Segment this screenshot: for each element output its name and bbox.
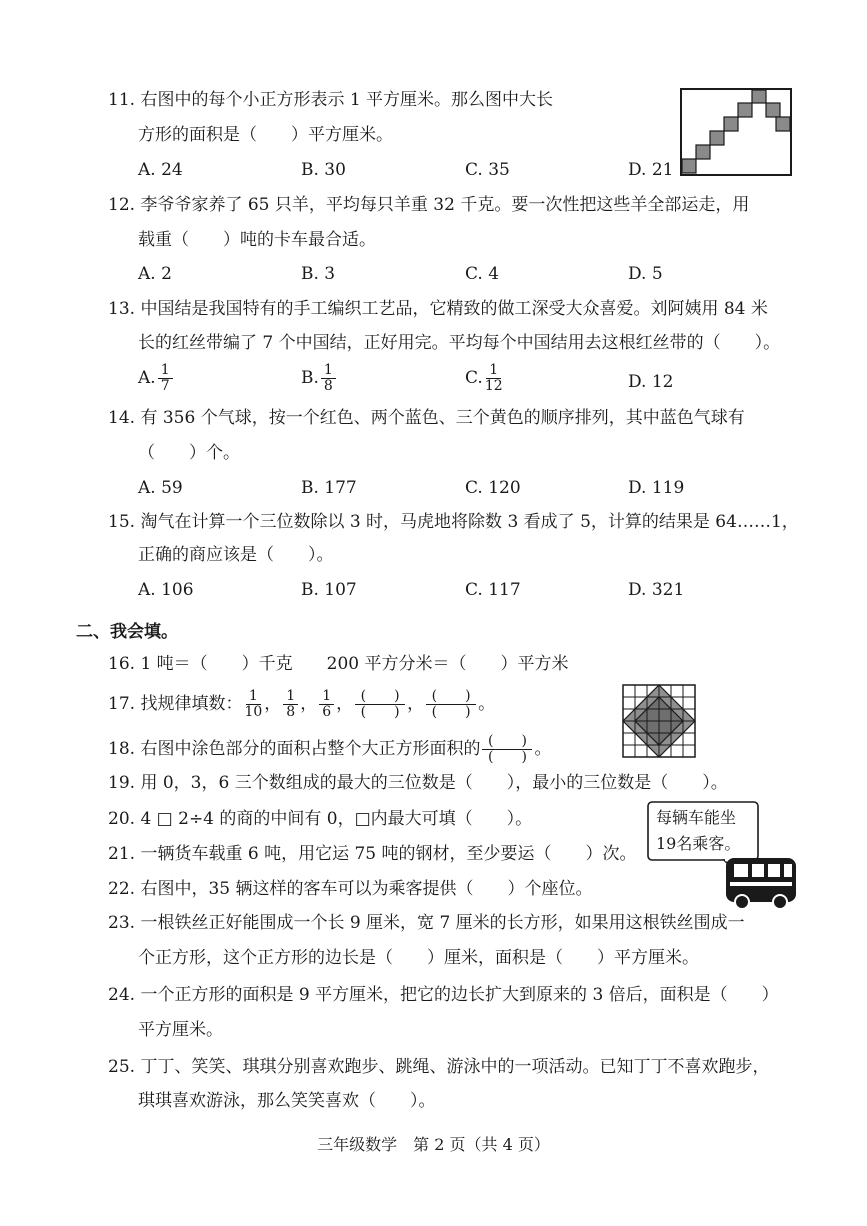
q12-option-a: A. 2 — [138, 264, 172, 284]
fraction-numerator: 1 — [158, 363, 173, 379]
fraction-numerator: ( ) — [482, 734, 532, 750]
fraction-denominator: 8 — [286, 704, 296, 720]
q14-line2: （ ）个。 — [138, 443, 240, 463]
q17-prefix: 17. 找规律填数： — [108, 694, 243, 714]
fraction-numerator: 1 — [321, 363, 336, 379]
q23-line1: 23. 一根铁丝正好能围成一个长 9 厘米，宽 7 厘米的长方形，如果用这根铁丝围成一 — [108, 913, 745, 933]
q19-text: 19. 用 0，3，6 三个数组成的最大的三位数是（ ），最小的三位数是（ ）。 — [108, 773, 728, 793]
q11-option-d: D. 21 — [628, 160, 674, 180]
q21-text: 21. 一辆货车载重 6 吨，用它运 75 吨的钢材，至少要运（ ）次。 — [108, 844, 637, 864]
fraction-numerator: 1 — [283, 689, 298, 705]
q11-option-c: C. 35 — [465, 160, 510, 180]
q18-end: 。 — [534, 739, 552, 759]
q13-option-c-label: C. — [465, 368, 483, 388]
q15-option-c: C. 117 — [465, 580, 521, 600]
q22-text: 22. 右图中，35 辆这样的客车可以为乘客提供（ ）个座位。 — [108, 879, 593, 899]
bus-bubble-line1: 每辆车能坐 — [656, 808, 737, 827]
q13-line2: 长的红丝带编了 7 个中国结，正好用完。平均每个中国结用去这根红丝带的（ ）。 — [138, 333, 781, 353]
q13-option-b-label: B. — [301, 368, 319, 388]
fraction-numerator: 1 — [246, 689, 261, 705]
fraction-denominator: 7 — [160, 378, 170, 394]
q17-blank-fraction-1[interactable] — [355, 689, 405, 720]
q17-fraction-1 — [244, 689, 262, 720]
q14-option-a: A. 59 — [138, 478, 183, 498]
q11-line1: 11. 右图中的每个小正方形表示 1 平方厘米。那么图中大长 — [108, 90, 554, 110]
q13-option-a — [138, 363, 175, 394]
q12-option-c: C. 4 — [465, 264, 500, 284]
q18-blank-fraction[interactable] — [482, 734, 532, 765]
q14-option-c: C. 120 — [465, 478, 521, 498]
fraction-denominator: ( ) — [487, 749, 527, 765]
fraction-denominator: 8 — [323, 378, 333, 394]
q15-option-b: B. 107 — [301, 580, 357, 600]
fraction-denominator: ( ) — [360, 704, 400, 720]
q12-option-b: B. 3 — [301, 264, 336, 284]
q20-text: 20. 4 □ 2÷4 的商的中间有 0，□内最大可填（ ）。 — [108, 809, 533, 829]
q15-line2: 正确的商应该是（ ）。 — [138, 545, 334, 565]
q15-option-d: D. 321 — [628, 580, 685, 600]
q25-line1: 25. 丁丁、笑笑、琪琪分别喜欢跑步、跳绳、游泳中的一项活动。已知丁丁不喜欢跑步， — [108, 1057, 770, 1077]
q13-option-a-fraction — [158, 363, 173, 394]
q14-option-b: B. 177 — [301, 478, 357, 498]
fraction-numerator: ( ) — [355, 689, 405, 705]
fraction-denominator: 12 — [484, 378, 503, 394]
fraction-numerator: 1 — [486, 363, 501, 379]
q13-option-b — [301, 363, 338, 394]
q12-option-d: D. 5 — [628, 264, 663, 284]
q17-blank-fraction-2[interactable] — [426, 689, 476, 720]
page-footer: 三年级数学 第 2 页（共 4 页） — [317, 1135, 550, 1154]
q17-text: 17. 找规律填数： $\frac{1}{10}$ ， $\frac{1}{8}$ ， $\frac{1}{6}$ ， $\frac{( )}{( )}$ ， $\frac{( )}{( )}$ 。 — [108, 688, 496, 720]
bus-icon — [726, 858, 796, 909]
q11-option-b: B. 30 — [301, 160, 346, 180]
q13-option-b-fraction — [321, 363, 336, 394]
fraction-denominator: ( ) — [431, 704, 471, 720]
q11-option-a: A. 24 — [138, 160, 183, 180]
q18-main: 18. 右图中涂色部分的面积占整个大正方形面积的 — [108, 739, 481, 759]
q15-option-a: A. 106 — [138, 580, 194, 600]
q13-line1: 13. 中国结是我国特有的手工编织工艺品，它精致的做工深受大众喜爱。刘阿姨用 84 米 — [108, 299, 768, 319]
q18-grid-figure — [622, 684, 696, 758]
q24-line1: 24. 一个正方形的面积是 9 平方厘米，把它的边长扩大到原来的 3 倍后，面积是（ ） — [108, 985, 779, 1005]
q12-line2: 载重（ ）吨的卡车最合适。 — [138, 230, 376, 250]
fraction-denominator: 6 — [322, 704, 332, 720]
q15-line1: 15. 淘气在计算一个三位数除以 3 时，马虎地将除数 3 看成了 5，计算的结果是 64……1， — [108, 512, 799, 532]
bus-bubble-line2: 19名乘客。 — [656, 834, 741, 853]
q25-line2: 琪琪喜欢游泳，那么笑笑喜欢（ ）。 — [138, 1091, 436, 1111]
q13-option-c-fraction — [485, 363, 503, 394]
q23-line2: 个正方形，这个正方形的边长是（ ）厘米，面积是（ ）平方厘米。 — [138, 948, 699, 968]
fraction-denominator: 10 — [244, 704, 263, 720]
q12-line1: 12. 李爷爷家养了 65 只羊，平均每只羊重 32 千克。要一次性把这些羊全部运走，用 — [108, 195, 750, 215]
q11-line2: 方形的面积是（ ）平方厘米。 — [138, 125, 393, 145]
q17-end: 。 — [478, 694, 496, 714]
q24-line2: 平方厘米。 — [138, 1020, 223, 1040]
q13-option-a-label: A. — [138, 368, 156, 388]
section-heading: 二、我会填。 — [76, 622, 178, 642]
fraction-numerator: ( ) — [426, 689, 476, 705]
q14-line1: 14. 有 356 个气球，按一个红色、两个蓝色、三个黄色的顺序排列，其中蓝色气球有 — [108, 408, 745, 428]
q17-fraction-2 — [283, 689, 298, 720]
q13-option-c — [465, 363, 505, 394]
q16-text: 16. 1 吨＝（ ）千克 200 平方分米＝（ ）平方米 — [108, 654, 569, 674]
q13-option-d: D. 12 — [628, 372, 674, 392]
q11-staircase-figure — [680, 88, 792, 178]
fraction-numerator: 1 — [319, 689, 334, 705]
q18-text — [108, 734, 551, 765]
q14-option-d: D. 119 — [628, 478, 685, 498]
q17-fraction-3 — [319, 689, 334, 720]
